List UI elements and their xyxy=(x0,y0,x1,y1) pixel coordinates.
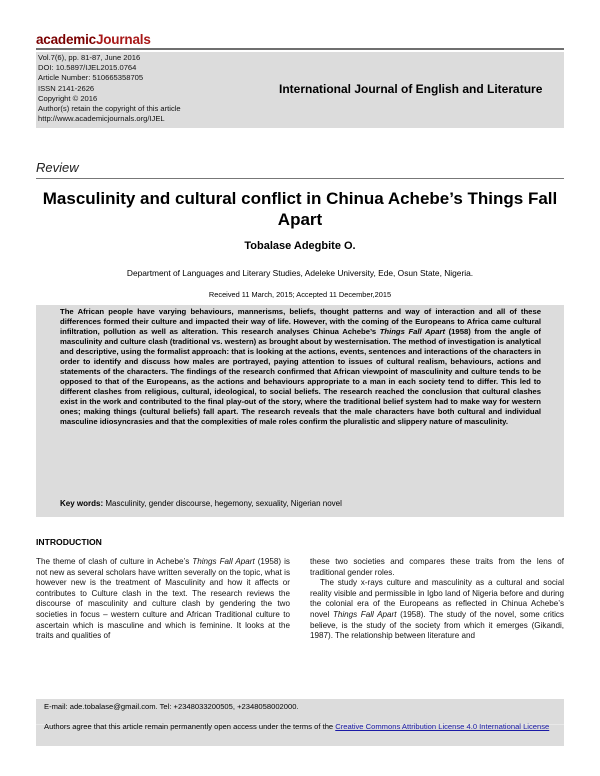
intro-paragraph-1-cont: these two societies and compares these traits from the lens of traditional gender roles. xyxy=(310,557,564,577)
header-divider xyxy=(36,48,564,50)
article-type: Review xyxy=(36,160,79,175)
article-title: Masculinity and cultural conflict in Chinua Achebe’s Things Fall Apart xyxy=(42,189,558,229)
author-affiliation: Department of Languages and Literary Studies, Adeleke University, Ede, Osun State, Nigeria. xyxy=(126,268,474,278)
meta-doi: DOI: 10.5897/IJEL2015.0764 xyxy=(38,63,137,73)
intro-right-book-title: Things Fall Apart xyxy=(332,609,397,619)
abstract-book-title: Things Fall Apart xyxy=(379,327,446,336)
license-notice xyxy=(44,722,558,733)
keywords-label: Key words: xyxy=(60,499,104,508)
introduction-heading: INTRODUCTION xyxy=(36,537,102,547)
intro-left-book-title: Things Fall Apart xyxy=(192,557,255,566)
meta-article-number: Article Number: 510665358705 xyxy=(38,73,144,83)
intro-left-a: The theme of clash of culture in Achebe’s xyxy=(36,557,193,566)
intro-left-b: (1958) is not new as several scholars have written severally on the topic, what is however new is the treatment of Masculinity and how it affects or contributes to Culture clash in the text. The research reviews the discourse of masculinity and culture clash by gendering the two societies in focus – western culture and African Traditional culture to ascertain which is masculine and which is feminine. It looks at the traits and qualities of xyxy=(36,557,290,641)
section-divider xyxy=(36,178,564,179)
publisher-logo xyxy=(36,32,151,47)
received-dates: Received 11 March, 2015; Accepted 11 December,2015 xyxy=(208,290,392,299)
meta-copyright: Copyright © 2016 xyxy=(38,93,98,103)
logo-academic: academic xyxy=(36,32,96,47)
license-link[interactable]: Creative Commons Attribution License 4.0 International License xyxy=(335,722,550,731)
intro-column-right xyxy=(310,557,564,642)
meta-issn: ISSN 2141-2626 xyxy=(38,83,95,93)
abstract-part-1: The African people have varying behaviours, mannerisms, beliefs, thought patterns and way of interaction and all of these differences formed their culture and impacted their way of life. However, with the coming of the Europeans to Africa came cultural infiltration, pollution as well as alteration. This research analyses Chinua Achebe’s xyxy=(60,307,541,336)
intro-right-b: (1958). The study of the novel, some critics believe, is the study of the society from which it emerges (Gikandi, 1987). The relationship between literature and xyxy=(310,609,564,641)
meta-url[interactable]: http://www.academicjournals.org/IJEL xyxy=(38,114,165,124)
license-text: Authors agree that this article remain permanently open access under the terms of the xyxy=(44,722,336,731)
article-author: Tobalase Adegbite O. xyxy=(244,240,356,252)
intro-paragraph-2 xyxy=(310,578,564,642)
abstract-text xyxy=(60,307,541,427)
keywords xyxy=(60,499,342,509)
intro-right-a: The study x-rays culture and masculinity as a cultural and social reality visible and permissible in Igbo land of Nigeria before and during the colonial era of the Europeans as reflected in Chinua Achebe’s novel xyxy=(310,578,564,619)
keywords-list: Masculinity, gender discourse, hegemony, sexuality, Nigerian novel xyxy=(103,499,342,508)
journal-title: International Journal of English and Literature xyxy=(279,82,543,96)
meta-volume: Vol.7(6), pp. 81-87, June 2016 xyxy=(38,53,141,62)
meta-rights: Author(s) retain the copyright of this article xyxy=(38,104,181,114)
abstract-part-2: (1958) from the angle of masculinity and culture clash (traditional vs. western) as brought about by westernisation. The method of investigation is analytical and descriptive, using the formalist approach: that is looking at the actions, events, sentences and interactions of the characters in order to identify and discuss how males are portrayed, paying attention to issues of cultural realism, behaviours, actions and statements of the characters. The findings of the research confirmed that African viewpoint of masculinity and culture tends to be opposed to that of the Europeans, as the actions and behaviours appropriate to a man in each society tend to differ. This led to different clashes from religious, cultural, ideological, to social beliefs. The research reached the conclusion that cultural clashes exist in the work and contributed to the final play-out of the story, where the traditional belief system had to make way for western ones; making things (cultural beliefs) fall apart. The research reveals that the male characters have both cultural and individual masculine idiosyncrasies and that the complexities of male roles confirm the pluralistic and slippery nature of masculinity. xyxy=(60,327,541,426)
author-email: E-mail: ade.tobalase@gmail.com. Tel: +2348033200505, +2348058002000. xyxy=(44,702,299,711)
article-meta xyxy=(38,53,181,124)
intro-paragraph-1 xyxy=(36,557,290,642)
logo-journals: Journals xyxy=(95,32,151,47)
intro-column-left xyxy=(36,557,290,642)
